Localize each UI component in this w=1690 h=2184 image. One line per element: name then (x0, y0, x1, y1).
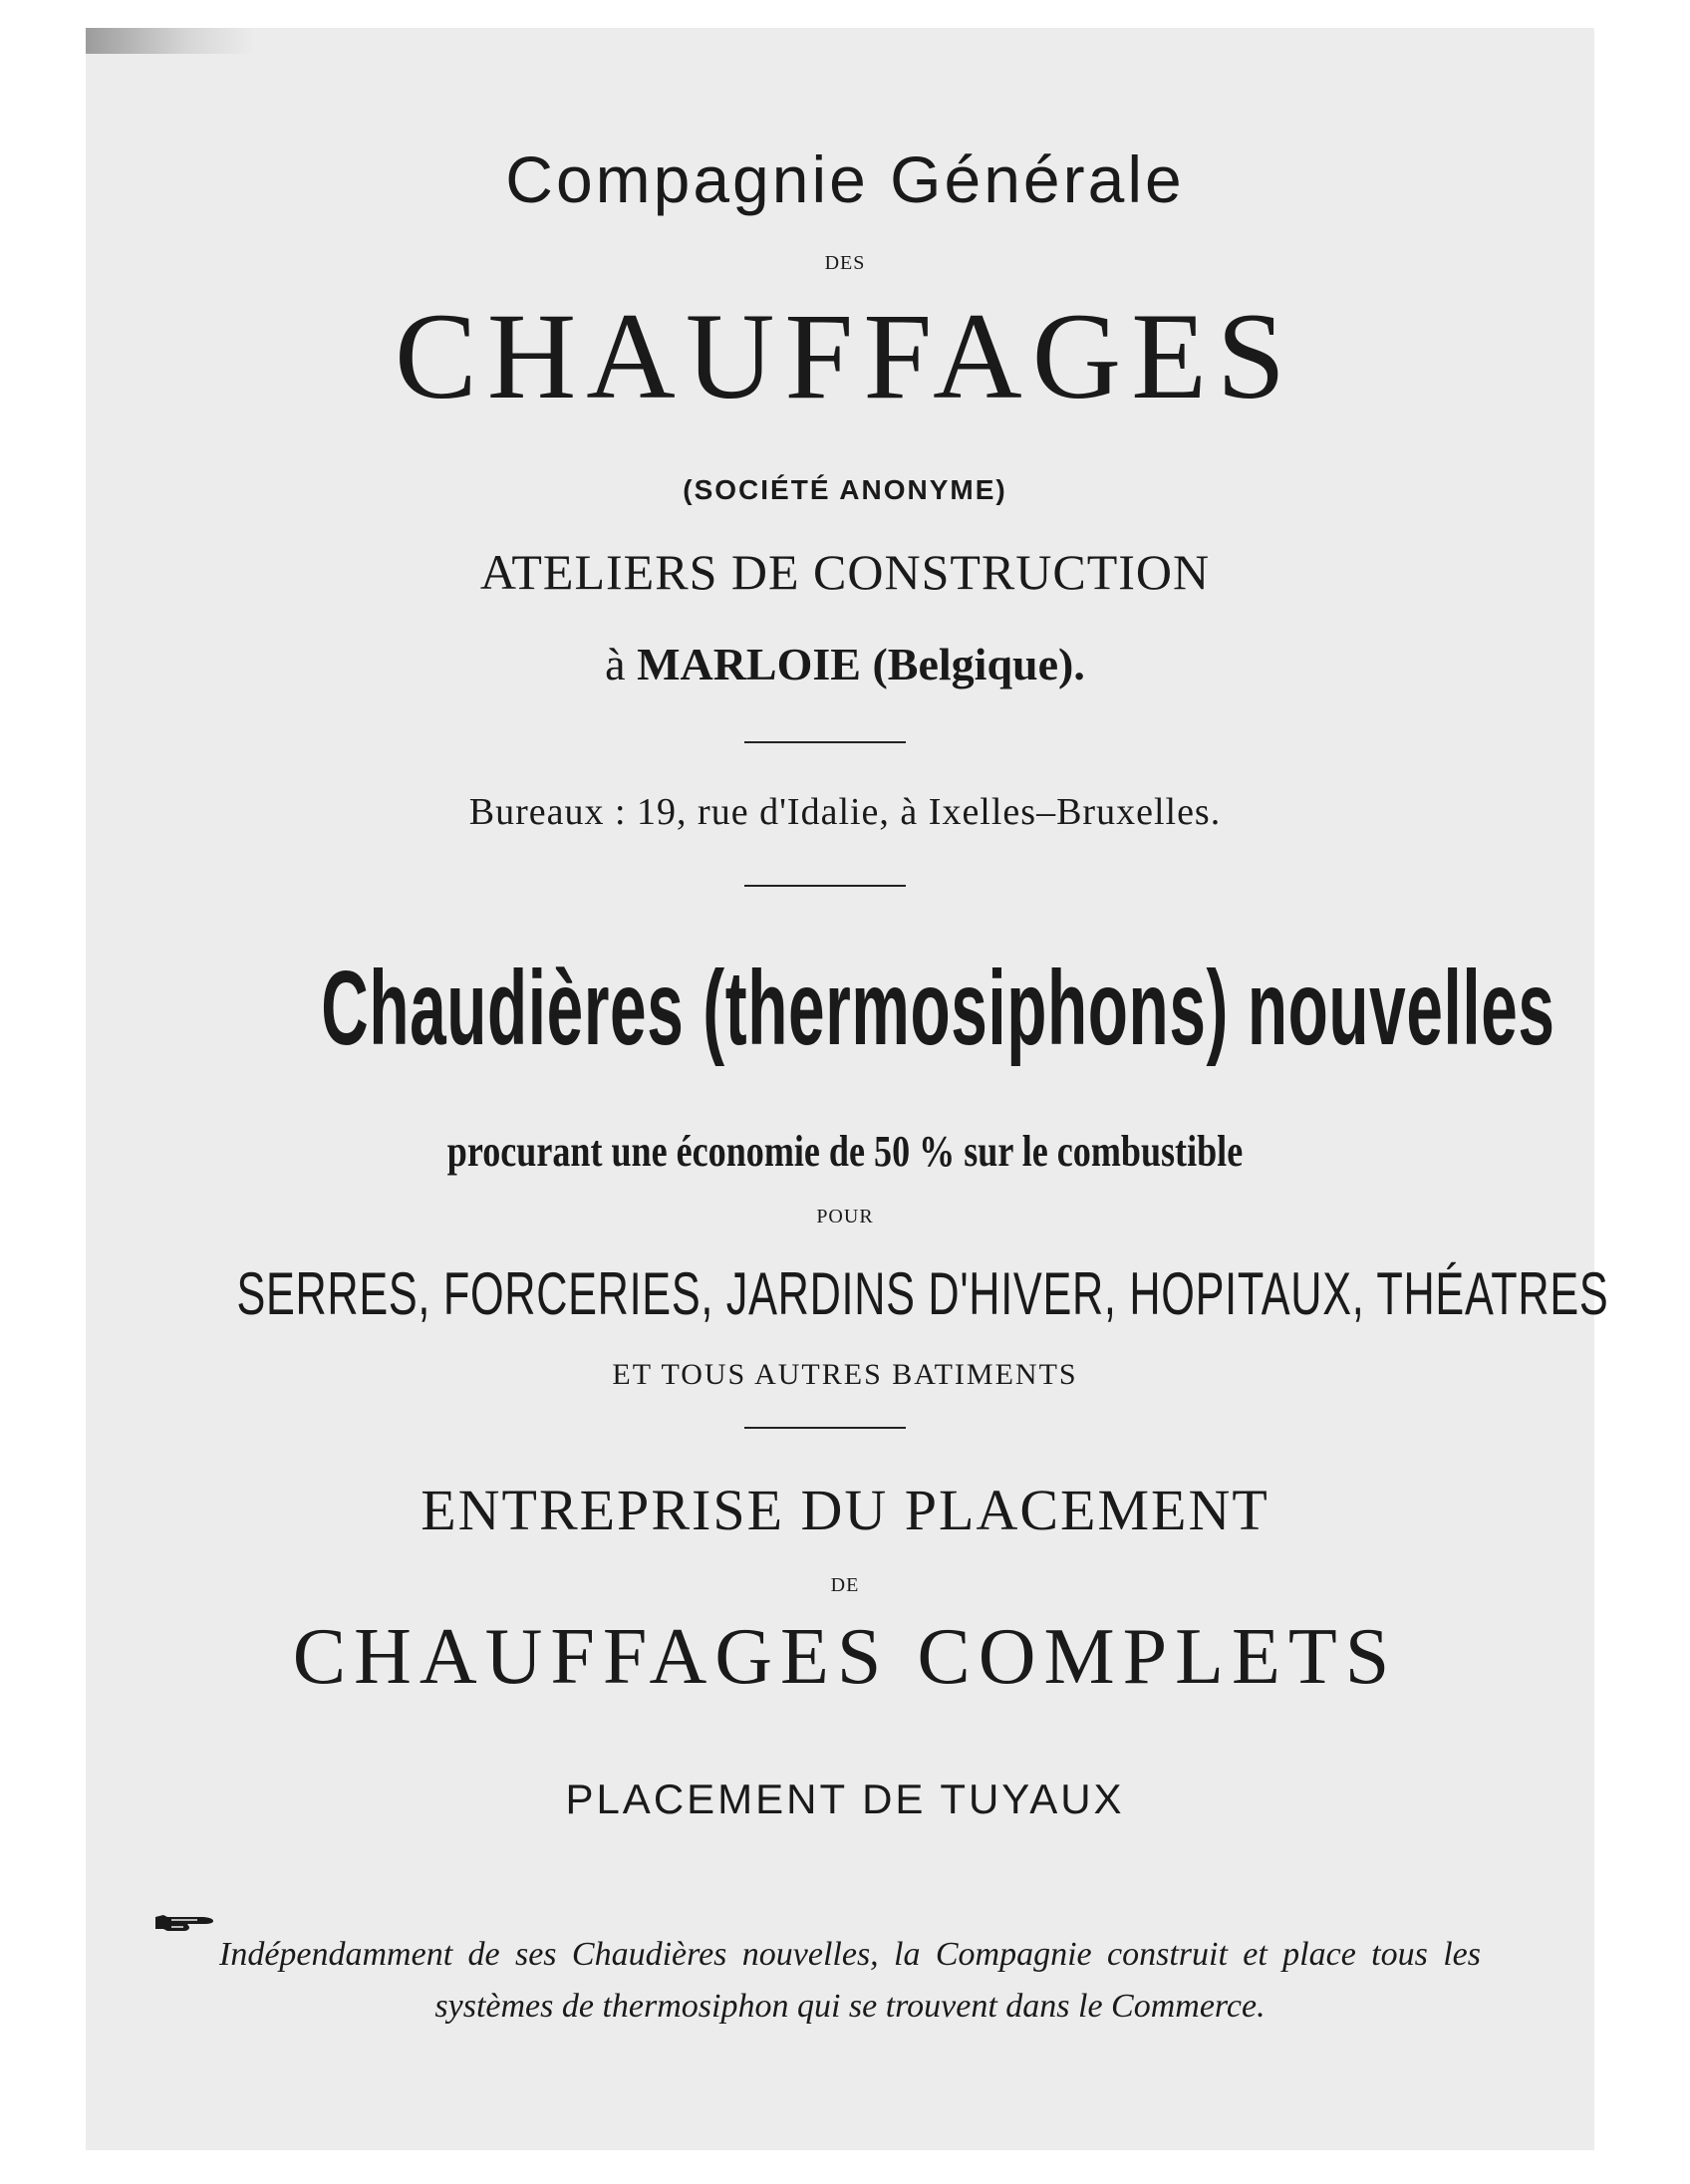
marloie-prefix: à (605, 639, 626, 689)
pour-connector: POUR (816, 1206, 874, 1228)
chaudieres-headline: Chaudières (thermosiphons) nouvelles (321, 950, 1555, 1067)
ateliers-heading: ATELIERS DE CONSTRUCTION (479, 544, 1211, 600)
placement-tuyaux: PLACEMENT DE TUYAUX (565, 1775, 1125, 1822)
de-connector: DE (830, 1574, 860, 1596)
entreprise-heading: ENTREPRISE DU PLACEMENT (421, 1478, 1269, 1542)
marloie-country: (Belgique). (872, 639, 1085, 689)
page-corner-shadow (86, 28, 255, 54)
societe-anonyme: (SOCIÉTÉ ANONYME) (683, 474, 1007, 505)
footnote-text: Indépendamment de ses Chaudières nouvelles, la Compagnie construit et place tous les systèmes de thermosiphon qui se trouvent dans le Commerce. (219, 1936, 1481, 2025)
company-name-line1: Compagnie Générale (505, 142, 1185, 216)
marloie-location (0, 638, 1690, 690)
divider-rule (744, 741, 906, 743)
bureaux-address: Bureaux : 19, rue d'Idalie, à Ixelles–Bruxelles. (468, 791, 1222, 833)
other-buildings: ET TOUS AUTRES BATIMENTS (612, 1358, 1078, 1391)
marloie-place: MARLOIE (637, 639, 861, 689)
chauffages-complets: CHAUFFAGES COMPLETS (292, 1613, 1398, 1701)
des-connector: DES (824, 252, 866, 274)
divider-rule (744, 885, 906, 887)
building-types: SERRES, FORCERIES, JARDINS D'HIVER, HOPITAUX, THÉATRES (236, 1260, 1609, 1327)
economy-claim: procurant une économie de 50 % sur le combustible (446, 1127, 1244, 1176)
divider-rule (744, 1427, 906, 1429)
company-name-line2: CHAUFFAGES (395, 288, 1295, 424)
pointing-hand-icon (153, 1911, 217, 1935)
